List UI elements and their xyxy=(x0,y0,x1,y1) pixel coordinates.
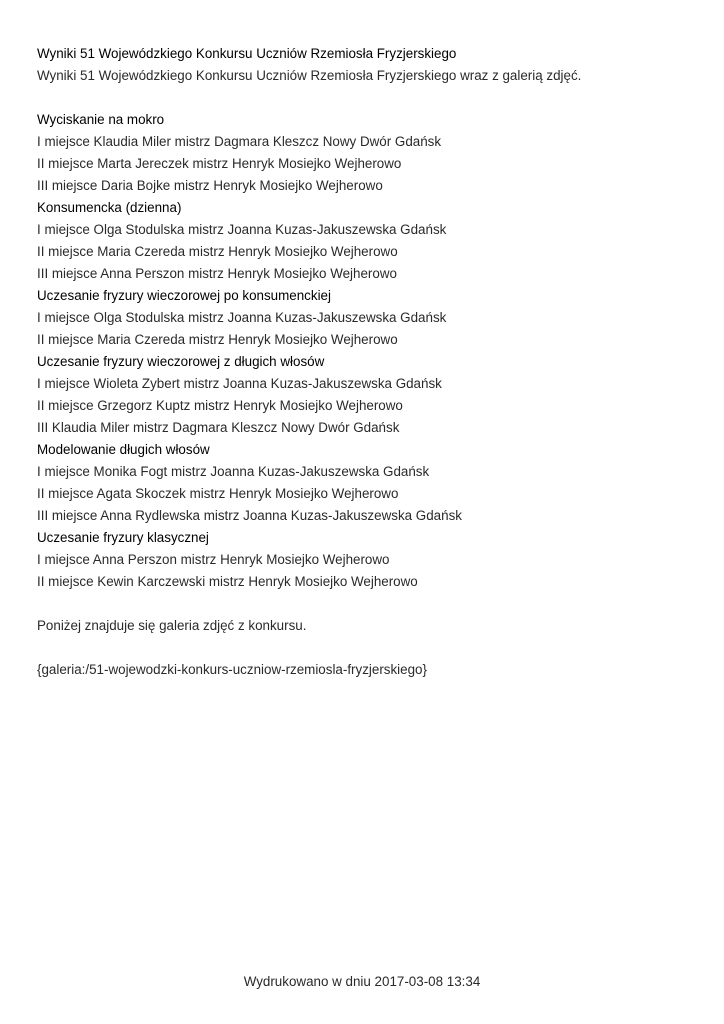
result-section xyxy=(37,198,697,284)
result-section xyxy=(37,286,697,350)
result-entry: I miejsce Klaudia Miler mistrz Dagmara Kleszcz Nowy Dwór Gdańsk xyxy=(37,134,442,149)
section-heading: Uczesanie fryzury klasycznej xyxy=(37,530,209,545)
result-entry: II miejsce Maria Czereda mistrz Henryk Mosiejko Wejherowo xyxy=(37,332,398,347)
gallery-note: Poniżej znajduje się galeria zdjęć z konkursu. xyxy=(37,618,307,633)
result-section xyxy=(37,352,697,438)
result-entry: I miejsce Anna Perszon mistrz Henryk Mosiejko Wejherowo xyxy=(37,552,390,567)
result-section xyxy=(37,528,697,592)
result-section xyxy=(37,440,697,526)
result-entry: I miejsce Olga Stodulska mistrz Joanna Kuzas-Jakuszewska Gdańsk xyxy=(37,222,447,237)
result-entry: I miejsce Olga Stodulska mistrz Joanna Kuzas-Jakuszewska Gdańsk xyxy=(37,310,447,325)
result-entry: II miejsce Agata Skoczek mistrz Henryk Mosiejko Wejherowo xyxy=(37,486,399,501)
section-heading: Uczesanie fryzury wieczorowej z długich włosów xyxy=(37,354,325,369)
document-subtitle: Wyniki 51 Wojewódzkiego Konkursu Uczniów Rzemiosła Fryzjerskiego wraz z galerią zdjęć. xyxy=(37,68,582,83)
gallery-tag: {galeria:/51-wojewodzki-konkurs-uczniow-rzemiosla-fryzjerskiego} xyxy=(37,662,427,677)
result-entry: II miejsce Maria Czereda mistrz Henryk Mosiejko Wejherowo xyxy=(37,244,398,259)
document-page xyxy=(37,44,697,680)
section-heading: Konsumencka (dzienna) xyxy=(37,200,182,215)
result-entry: III miejsce Daria Bojke mistrz Henryk Mosiejko Wejherowo xyxy=(37,178,383,193)
section-heading: Wyciskanie na mokro xyxy=(37,112,165,127)
print-footer: Wydrukowano w dniu 2017-03-08 13:34 xyxy=(243,974,481,989)
result-entry: II miejsce Marta Jereczek mistrz Henryk Mosiejko Wejherowo xyxy=(37,156,402,171)
results-sections xyxy=(37,110,697,592)
result-entry: III miejsce Anna Rydlewska mistrz Joanna Kuzas-Jakuszewska Gdańsk xyxy=(37,508,462,523)
result-entry: III miejsce Anna Perszon mistrz Henryk Mosiejko Wejherowo xyxy=(37,266,397,281)
result-entry: II miejsce Grzegorz Kuptz mistrz Henryk Mosiejko Wejherowo xyxy=(37,398,403,413)
document-title: Wyniki 51 Wojewódzkiego Konkursu Uczniów Rzemiosła Fryzjerskiego xyxy=(37,46,457,61)
result-entry: I miejsce Monika Fogt mistrz Joanna Kuzas-Jakuszewska Gdańsk xyxy=(37,464,430,479)
result-entry: I miejsce Wioleta Zybert mistrz Joanna Kuzas-Jakuszewska Gdańsk xyxy=(37,376,442,391)
section-heading: Uczesanie fryzury wieczorowej po konsumenckiej xyxy=(37,288,331,303)
result-entry: III Klaudia Miler mistrz Dagmara Kleszcz Nowy Dwór Gdańsk xyxy=(37,420,400,435)
result-entry: II miejsce Kewin Karczewski mistrz Henryk Mosiejko Wejherowo xyxy=(37,574,418,589)
result-section xyxy=(37,110,697,196)
section-heading: Modelowanie długich włosów xyxy=(37,442,210,457)
